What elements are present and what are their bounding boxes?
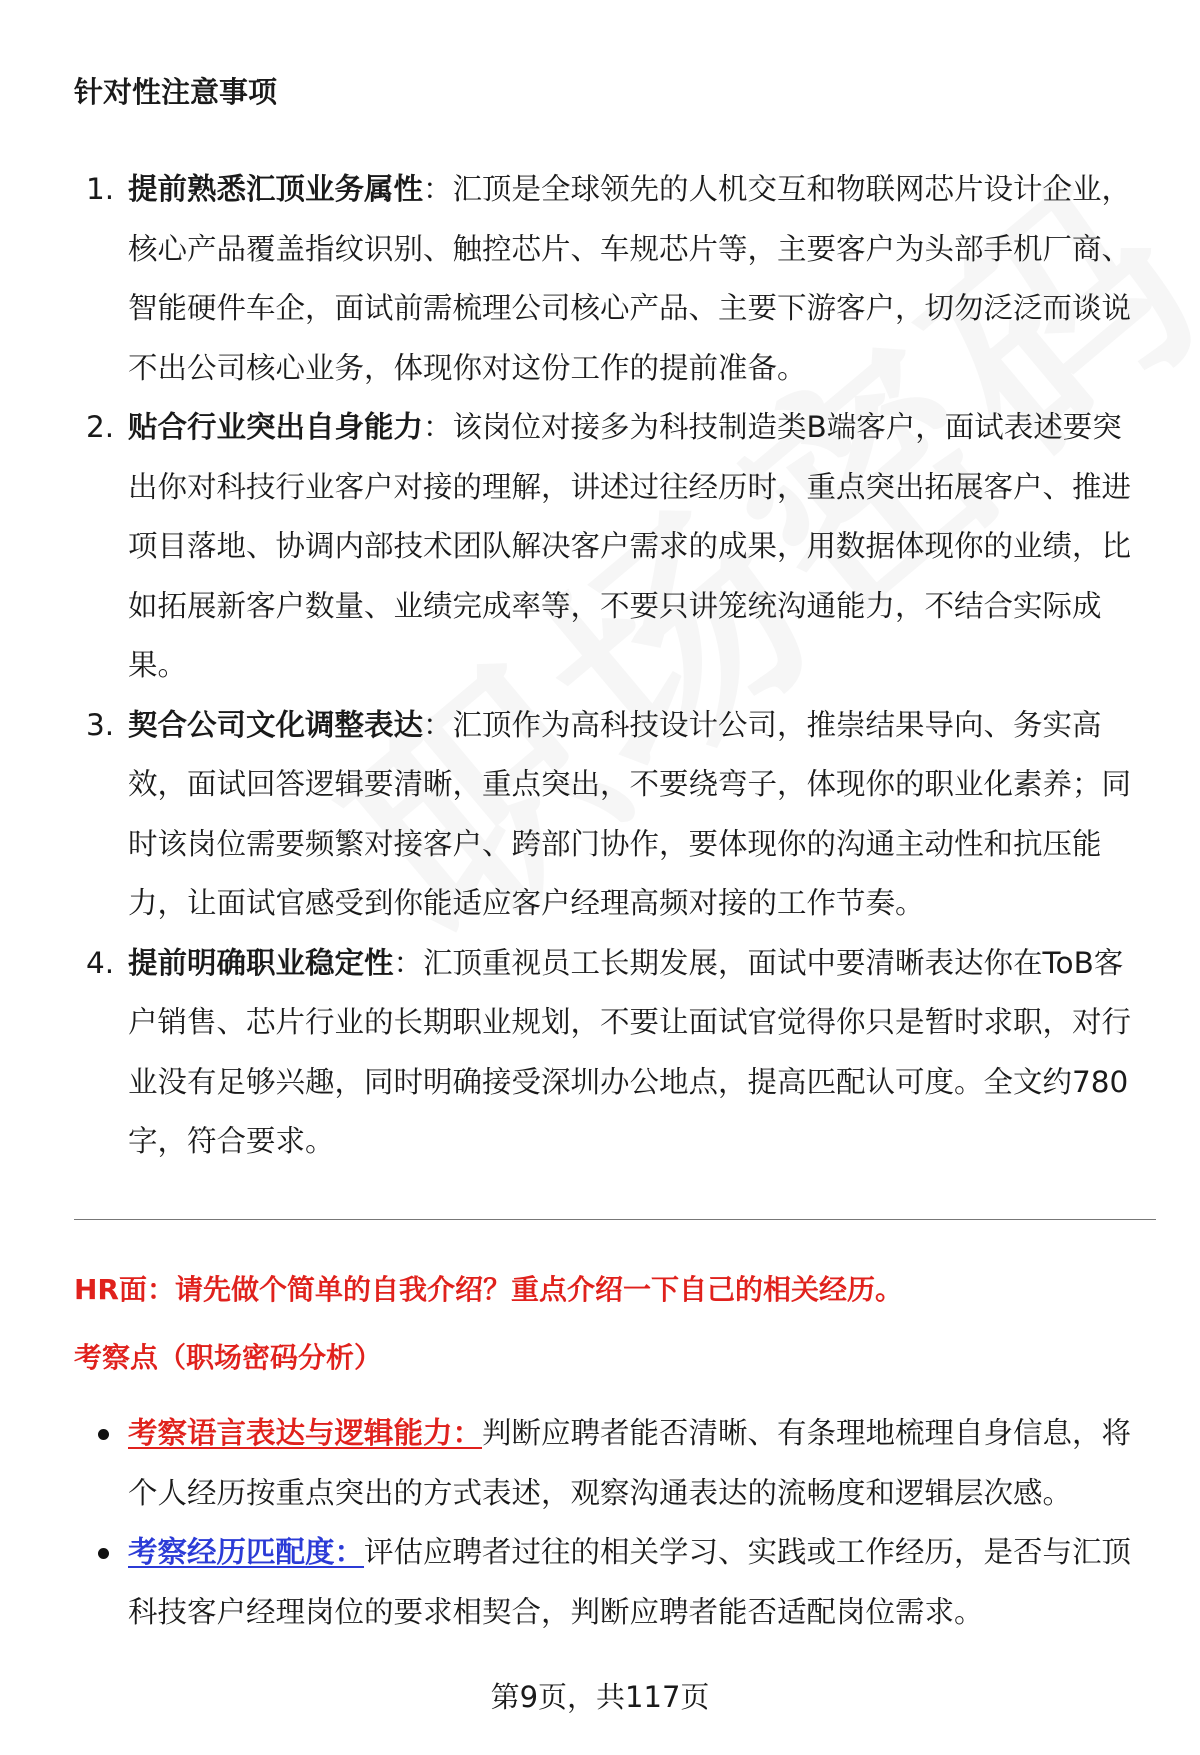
list-item [74, 696, 1146, 934]
item-text: ：汇顶作为高科技设计公司，推崇结果导向、务实高效，面试回答逻辑要清晰，重点突出，不要绕弯子，体现你的职业化素养；同时该岗位需要频繁对接客户、跨部门协作，要体现你的沟通主动性和抗压能力，让面试官感受到你能适应客户经理高频对接的工作节奏。 [128, 707, 1132, 920]
item-label: 契合公司文化调整表达 [128, 707, 424, 742]
item-text: ：汇顶是全球领先的人机交互和物联网芯片设计企业，核心产品覆盖指纹识别、触控芯片、车规芯片等，主要客户为头部手机厂商、智能硬件车企，面试前需梳理公司核心产品、主要下游客户，切勿泛泛而谈说不出公司核心业务，体现你对这份工作的提前准备。 [128, 172, 1132, 385]
item-label: 提前明确职业稳定性 [128, 945, 394, 980]
item-text: ：该岗位对接多为科技制造类B端客户，面试表述要突出你对科技行业客户对接的理解，讲述过往经历时，重点突出拓展客户、推进项目落地、协调内部技术团队解决客户需求的成果，用数据体现你的业绩，比如拓展新客户数量、业绩完成率等，不要只讲笼统沟通能力，不结合实际成果。 [128, 410, 1132, 682]
page-footer: 第9页，共117页 [490, 1680, 710, 1714]
list-item [74, 398, 1146, 696]
item-number: 1. [86, 172, 115, 206]
hr-question: HR面：请先做个简单的自我介绍？重点介绍一下自己的相关经历。 [74, 1273, 903, 1306]
bullet-list [74, 1404, 1146, 1642]
list-item [74, 934, 1146, 1172]
item-number: 4. [86, 945, 115, 980]
item-text: ：汇顶重视员工长期发展，面试中要清晰表达你在ToB客户销售、芯片行业的长期职业规划，不要让面试官觉得你只是暂时求职，对行业没有足够兴趣，同时明确接受深圳办公地点，提高匹配认可度。全文约780字，符合要求。 [128, 945, 1132, 1158]
list-item [74, 160, 1146, 398]
item-label: 贴合行业突出自身能力 [128, 410, 424, 444]
analysis-title: 考察点（职场密码分析） [74, 1341, 383, 1374]
section-divider [74, 1219, 1156, 1220]
bullet-item [74, 1404, 1146, 1523]
bullet-text: 判断应聘者能否清晰、有条理地梳理自身信息，将个人经历按重点突出的方式表述，观察沟通表达的流畅度和逻辑层次感。 [128, 1416, 1132, 1510]
bullet-item [74, 1523, 1146, 1642]
bullet-label: 考察经历匹配度： [128, 1535, 365, 1569]
item-label: 提前熟悉汇顶业务属性 [128, 172, 424, 206]
item-number: 3. [86, 707, 115, 742]
numbered-list [74, 160, 1146, 1172]
bullet-label: 考察语言表达与逻辑能力： [128, 1416, 483, 1450]
bullet-dot-icon [98, 1548, 109, 1559]
section-title: 针对性注意事项 [74, 75, 278, 109]
item-number: 2. [86, 410, 115, 444]
bullet-text: 评估应聘者过往的相关学习、实践或工作经历，是否与汇顶科技客户经理岗位的要求相契合，判断应聘者能否适配岗位需求。 [128, 1535, 1132, 1629]
bullet-dot-icon [98, 1429, 109, 1440]
